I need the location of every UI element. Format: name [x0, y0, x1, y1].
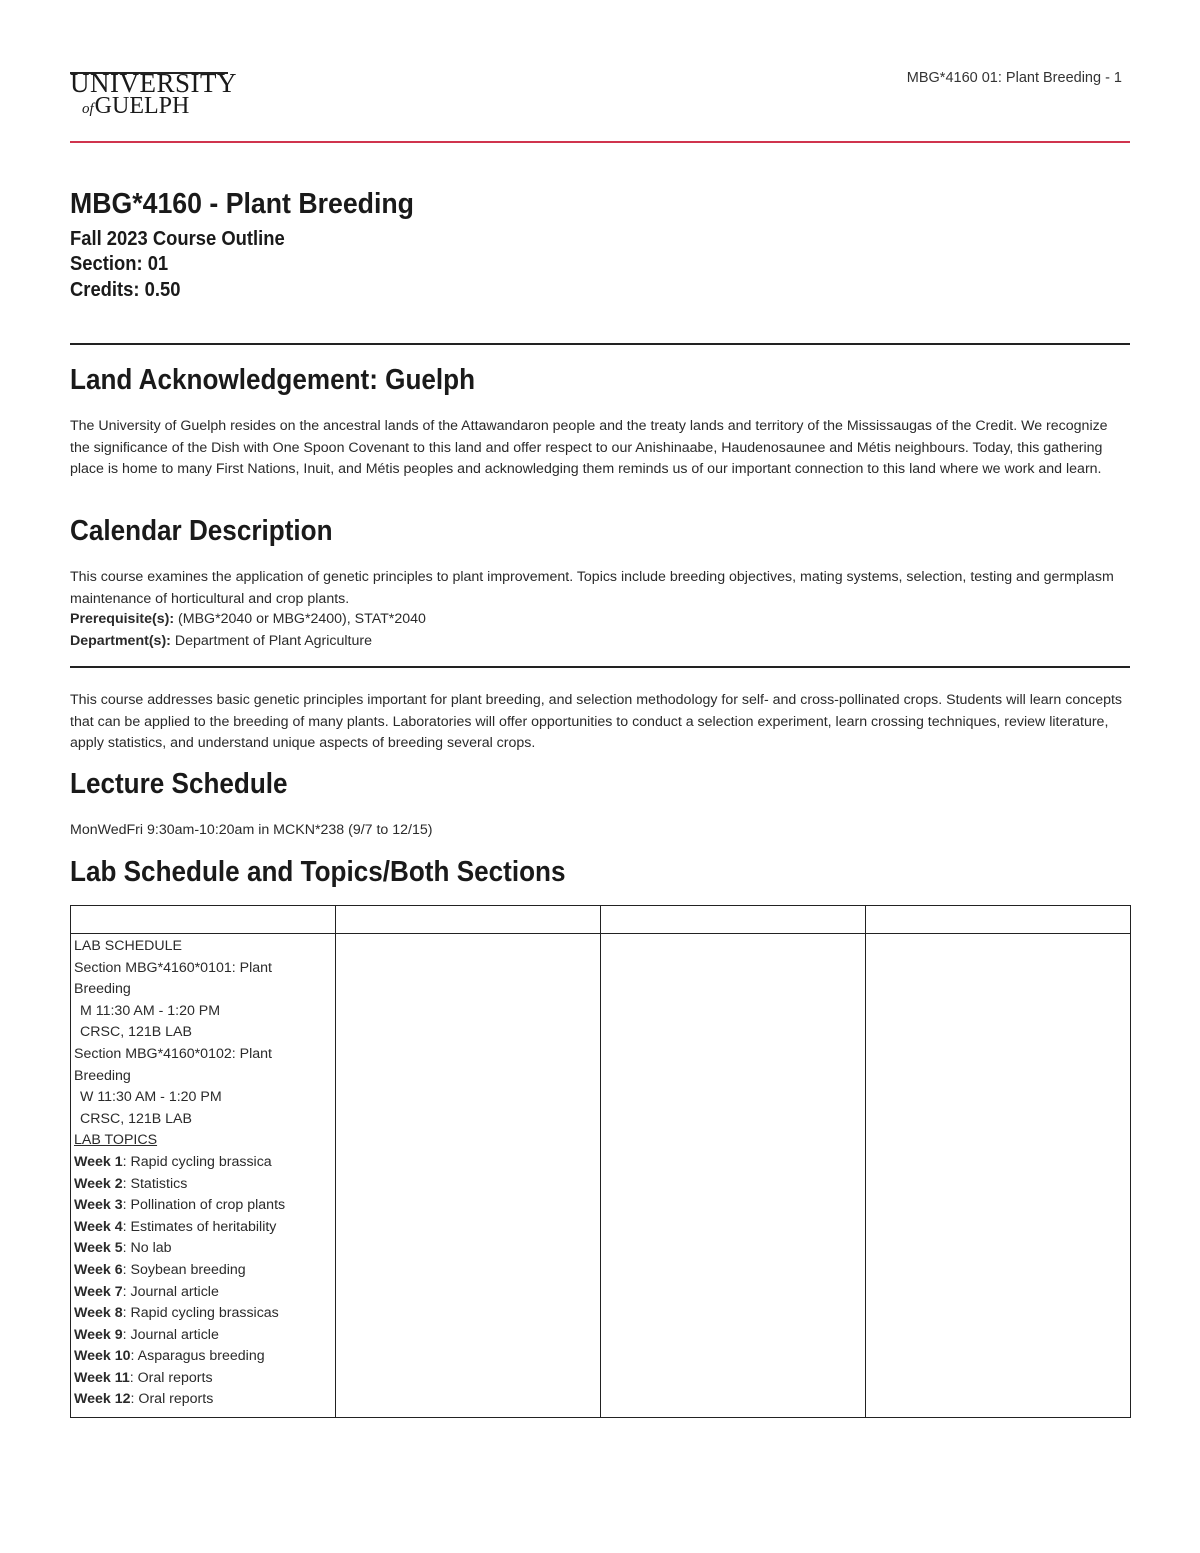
- lab-schedule-cell: [71, 934, 336, 1418]
- course-credits: Credits: 0.50: [70, 279, 181, 301]
- section-name: Section MBG*4160*0101: Plant: [74, 959, 272, 976]
- land-ack-heading: Land Acknowledgement: Guelph: [70, 364, 476, 396]
- course-term: Fall 2023 Course Outline: [70, 228, 285, 250]
- course-overview: This course addresses basic genetic principles important for plant breeding, and selection methodology for self- and cross-pollinated crops. Students will learn concepts that can be applied to the breeding of many plants. Laboratories will offer opportunities to conduct a selection experiment, learn crossing techniques, review literature, apply statistics, and understand unique aspects of breeding several crops.: [70, 692, 1123, 751]
- empty-cell: [336, 934, 601, 1418]
- header-cell: [601, 906, 866, 934]
- section-time: W 11:30 AM - 1:20 PM: [80, 1089, 222, 1106]
- logo-guelph: GUELPH: [94, 93, 190, 119]
- divider-1: [70, 343, 1130, 345]
- header-divider: [70, 141, 1130, 143]
- week-item: Week 12: Oral reports: [74, 1391, 214, 1408]
- university-logo: [70, 68, 240, 120]
- empty-cell: [866, 934, 1131, 1418]
- week-item: Week 5: No lab: [74, 1240, 172, 1257]
- week-item: Week 10: Asparagus breeding: [74, 1348, 265, 1365]
- header-cell: [866, 906, 1131, 934]
- land-ack-text: The University of Guelph resides on the ancestral lands of the Attawandaron people and the treaty lands and territory of the Mississaugas of the Credit. We recognize the significance of the Dish with One Spoon Covenant to this land and offer respect to our Anishinaabe, Haudenosaunee and Métis neighbours. Today, this gathering place is home to many First Nations, Inuit, and Métis peoples and acknowledging them reminds us of our important connection to this land where we work and learn.: [70, 418, 1108, 477]
- lab-heading: Lab Schedule and Topics/Both Sections: [70, 856, 566, 888]
- dept-label: Department(s):: [70, 633, 171, 649]
- course-title: MBG*4160 - Plant Breeding: [70, 188, 414, 220]
- divider-2: [70, 666, 1130, 668]
- lab-table-row: [71, 934, 1131, 1418]
- section-name: Section MBG*4160*0102: Plant: [74, 1045, 272, 1062]
- prereq-label: Prerequisite(s):: [70, 611, 175, 627]
- calendar-text: This course examines the application of genetic principles to plant improvement. Topics include breeding objectives, mating systems, selection, testing and germplasm maintenance of horticultural and crop plants.: [70, 569, 1114, 607]
- header-cell: [71, 906, 336, 934]
- week-item: Week 3: Pollination of crop plants: [74, 1197, 286, 1214]
- course-section: Section: 01: [70, 253, 169, 275]
- week-item: Week 4: Estimates of heritability: [74, 1218, 277, 1235]
- section-time: M 11:30 AM - 1:20 PM: [80, 1002, 221, 1019]
- dept-value: Department of Plant Agriculture: [174, 633, 373, 649]
- week-item: Week 11: Oral reports: [74, 1369, 213, 1386]
- lab-table: [70, 905, 1131, 1418]
- section-name-cont: Breeding: [74, 981, 131, 998]
- week-item: Week 9: Journal article: [74, 1326, 219, 1343]
- calendar-heading: Calendar Description: [70, 515, 333, 547]
- departments: [70, 631, 1130, 653]
- page-label: MBG*4160 01: Plant Breeding - 1: [906, 70, 1122, 86]
- week-item: Week 6: Soybean breeding: [74, 1261, 246, 1278]
- week-item: Week 2: Statistics: [74, 1175, 188, 1192]
- lecture-text: MonWedFri 9:30am-10:20am in MCKN*238 (9/7 to 12/15): [70, 822, 433, 838]
- prerequisites: [70, 609, 1130, 631]
- schedule-title: LAB SCHEDULE: [74, 938, 183, 954]
- lab-table-header-row: [71, 906, 1131, 934]
- logo-line-1: UNIVERSITY: [70, 68, 237, 98]
- section-room: CRSC, 121B LAB: [80, 1110, 192, 1127]
- week-item: Week 7: Journal article: [74, 1283, 219, 1300]
- week-item: Week 1: Rapid cycling brassica: [74, 1153, 272, 1170]
- topics-title: LAB TOPICS: [74, 1132, 158, 1149]
- logo-prefix: of: [82, 101, 94, 117]
- section-name-cont: Breeding: [74, 1067, 131, 1084]
- lecture-heading: Lecture Schedule: [70, 768, 288, 800]
- empty-cell: [601, 934, 866, 1418]
- logo-line-2: [82, 92, 189, 123]
- prereq-value: (MBG*2040 or MBG*2400), STAT*2040: [178, 611, 426, 627]
- header-cell: [336, 906, 601, 934]
- week-item: Week 8: Rapid cycling brassicas: [74, 1305, 279, 1322]
- section-room: CRSC, 121B LAB: [80, 1024, 192, 1041]
